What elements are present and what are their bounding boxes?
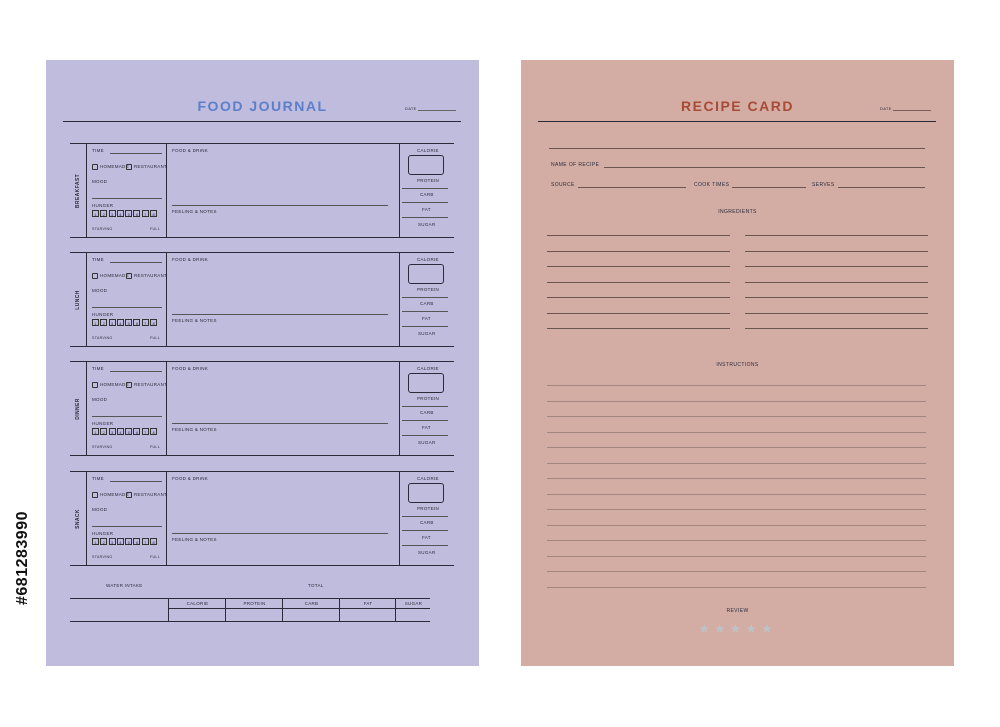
restaurant-option[interactable] [126,382,167,388]
food-journal-page [46,60,479,666]
instruction-line[interactable] [547,385,926,386]
total-col-header: SUGAR [404,601,423,606]
homemade-checkbox[interactable] [92,382,98,388]
restaurant-label: RESTAURANT [134,382,168,388]
fat-field[interactable] [402,217,448,218]
page-title: RECIPE CARD [681,98,794,114]
hunger-level-1[interactable]: 1 [92,428,99,435]
hunger-scale [92,319,158,326]
hunger-label: HUNGER [92,531,114,536]
food-drink-field[interactable] [172,533,388,534]
fat-label: FAT [422,207,431,212]
full-label: FULL [150,555,160,559]
date-label: DATE [405,106,417,111]
homemade-option[interactable] [92,492,129,498]
instruction-line[interactable] [547,401,926,402]
feeling-notes-label: FEELING & NOTES [172,427,217,432]
ingredient-line[interactable] [547,251,730,252]
ingredient-line[interactable] [745,235,928,236]
full-label: FULL [150,336,160,340]
mood-label: MOOD [92,179,108,184]
restaurant-checkbox[interactable] [126,382,132,388]
restaurant-option[interactable] [126,492,167,498]
food-drink-field[interactable] [172,314,388,315]
carb-label: CARB [420,192,434,197]
nutrition-column [399,472,454,565]
mood-label: MOOD [92,397,108,402]
hunger-scale [92,210,158,217]
hunger-level-1[interactable]: 1 [92,210,99,217]
mood-label: MOOD [92,288,108,293]
total-col-header: PROTEIN [243,601,266,606]
protein-field[interactable] [402,297,448,298]
hunger-level-4[interactable]: 4 [117,538,124,545]
time-label: TIME [92,366,104,371]
mood-field[interactable] [92,198,162,199]
fat-field[interactable] [402,435,448,436]
feeling-notes-label: FEELING & NOTES [172,209,217,214]
source-label: SOURCE [551,182,575,188]
recipe-top-line [549,148,925,149]
food-drink-label: FOOD & DRINK [172,366,209,371]
restaurant-checkbox[interactable] [126,164,132,170]
hunger-level-4[interactable]: 4 [117,428,124,435]
hunger-level-3[interactable]: 3 [109,428,116,435]
hunger-level-3[interactable]: 3 [109,319,116,326]
ingredient-line[interactable] [547,235,730,236]
food-notes-column [166,253,400,346]
restaurant-checkbox[interactable] [126,492,132,498]
restaurant-label: RESTAURANT [134,492,168,498]
total-col-header: FAT [363,601,373,606]
total-col-header: CARB [304,601,319,606]
starving-label: STARVING [92,227,113,231]
protein-field[interactable] [402,406,448,407]
homemade-option[interactable] [92,164,129,170]
protein-label: PROTEIN [417,287,440,292]
hunger-level-7[interactable]: 7 [142,538,149,545]
sugar-label: SUGAR [418,222,436,227]
total-carb[interactable] [282,599,340,621]
instruction-line[interactable] [547,556,926,557]
instruction-line[interactable] [547,540,926,541]
food-drink-label: FOOD & DRINK [172,257,209,262]
homemade-checkbox[interactable] [92,492,98,498]
calorie-label: CALORIE [417,366,439,371]
starving-label: STARVING [92,445,113,449]
homemade-option[interactable] [92,382,129,388]
cook-times-label: COOK TIMES [694,182,730,188]
meal-info-column [86,472,167,565]
ingredient-line[interactable] [547,266,730,267]
recipe-card-page [521,60,954,666]
fat-label: FAT [422,535,431,540]
meal-name: BREAKFAST [75,173,81,208]
ingredient-line[interactable] [745,251,928,252]
total-fat[interactable] [339,599,396,621]
hunger-label: HUNGER [92,312,114,317]
sugar-label: SUGAR [418,550,436,555]
ingredient-line[interactable] [745,328,928,329]
protein-label: PROTEIN [417,506,440,511]
instruction-line[interactable] [547,494,926,495]
nutrition-column [399,362,454,455]
homemade-label: HOMEMADE [100,273,129,279]
hunger-level-5[interactable]: 5 [125,538,132,545]
total-protein[interactable] [225,599,283,621]
meal-side-label [70,144,87,237]
time-label: TIME [92,148,104,153]
time-label: TIME [92,257,104,262]
hunger-level-2[interactable]: 2 [100,428,107,435]
instruction-line[interactable] [547,525,926,526]
time-field[interactable] [110,481,162,482]
food-drink-label: FOOD & DRINK [172,148,209,153]
date-line [418,110,456,111]
mood-field[interactable] [92,307,162,308]
instruction-line[interactable] [547,447,926,448]
ingredient-line[interactable] [745,297,928,298]
hunger-level-1[interactable]: 1 [92,538,99,545]
hunger-level-6[interactable]: 6 [133,428,140,435]
protein-label: PROTEIN [417,396,440,401]
homemade-label: HOMEMADE [100,492,129,498]
carb-label: CARB [420,301,434,306]
hunger-label: HUNGER [92,203,114,208]
hunger-level-2[interactable]: 2 [100,210,107,217]
meal-block-snack [70,471,454,566]
calorie-box[interactable] [408,155,444,175]
carb-label: CARB [420,520,434,525]
review-stars[interactable]: ★★★★★ [698,621,777,636]
hunger-level-8[interactable]: 8 [150,319,157,326]
meal-block-breakfast [70,143,454,238]
nutrition-column [399,144,454,237]
ingredient-line[interactable] [547,282,730,283]
hunger-level-4[interactable]: 4 [117,210,124,217]
hunger-level-6[interactable]: 6 [133,210,140,217]
sugar-label: SUGAR [418,440,436,445]
calorie-box[interactable] [408,264,444,284]
instruction-line[interactable] [547,571,926,572]
hunger-level-7[interactable]: 7 [142,210,149,217]
instruction-line[interactable] [547,587,926,588]
restaurant-checkbox[interactable] [126,273,132,279]
total-sugar[interactable] [395,599,431,621]
time-label: TIME [92,476,104,481]
nutrition-column [399,253,454,346]
food-drink-label: FOOD & DRINK [172,476,209,481]
header-divider [63,121,461,122]
instructions-heading: INSTRUCTIONS [716,362,759,368]
water-intake-label: WATER INTAKE [106,583,143,588]
food-notes-column [166,472,400,565]
cook-times-field[interactable] [732,187,806,188]
meal-info-column [86,253,167,346]
total-col-header: CALORIE [186,601,209,606]
meal-name: LUNCH [75,289,81,310]
calorie-box[interactable] [408,373,444,393]
meal-info-column [86,144,167,237]
hunger-level-1[interactable]: 1 [92,319,99,326]
full-label: FULL [150,227,160,231]
homemade-checkbox[interactable] [92,164,98,170]
meal-side-label [70,253,87,346]
mood-field[interactable] [92,416,162,417]
calorie-label: CALORIE [417,257,439,262]
protein-field[interactable] [402,188,448,189]
hunger-level-3[interactable]: 3 [109,538,116,545]
restaurant-label: RESTAURANT [134,164,168,170]
meal-side-label [70,472,87,565]
meal-side-label [70,362,87,455]
hunger-scale [92,538,158,545]
source-field[interactable] [578,187,686,188]
hunger-level-5[interactable]: 5 [125,210,132,217]
time-field[interactable] [110,262,162,263]
starving-label: STARVING [92,555,113,559]
calorie-label: CALORIE [417,476,439,481]
fat-field[interactable] [402,326,448,327]
instruction-line[interactable] [547,463,926,464]
protein-field[interactable] [402,516,448,517]
stock-id-label: #681283990 [14,510,31,605]
food-notes-column [166,144,400,237]
restaurant-option[interactable] [126,273,167,279]
homemade-option[interactable] [92,273,129,279]
total-label: TOTAL [308,583,324,588]
name-of-recipe-field[interactable] [604,167,925,168]
hunger-level-6[interactable]: 6 [133,319,140,326]
ingredient-line[interactable] [745,266,928,267]
carb-field[interactable] [402,202,448,203]
feeling-notes-label: FEELING & NOTES [172,537,217,542]
totals-table [168,598,430,622]
homemade-checkbox[interactable] [92,273,98,279]
hunger-level-7[interactable]: 7 [142,428,149,435]
meal-name: DINNER [75,397,81,420]
hunger-level-8[interactable]: 8 [150,428,157,435]
fat-label: FAT [422,425,431,430]
ingredient-line[interactable] [547,297,730,298]
feeling-notes-label: FEELING & NOTES [172,318,217,323]
carb-field[interactable] [402,530,448,531]
header-divider [538,121,936,122]
time-field[interactable] [110,153,162,154]
ingredient-line[interactable] [745,282,928,283]
hunger-level-5[interactable]: 5 [125,428,132,435]
full-label: FULL [150,445,160,449]
serves-field[interactable] [838,187,925,188]
meal-name: SNACK [75,508,81,529]
hunger-scale [92,428,158,435]
ingredients-heading: INGREDIENTS [718,209,757,215]
restaurant-label: RESTAURANT [134,273,168,279]
instruction-line[interactable] [547,432,926,433]
hunger-level-2[interactable]: 2 [100,319,107,326]
review-heading: REVIEW [726,608,749,614]
instruction-line[interactable] [547,509,926,510]
starving-label: STARVING [92,336,113,340]
food-notes-column [166,362,400,455]
page-title: FOOD JOURNAL [197,98,328,114]
fat-label: FAT [422,316,431,321]
homemade-label: HOMEMADE [100,164,129,170]
hunger-level-6[interactable]: 6 [133,538,140,545]
total-calorie[interactable] [168,599,226,621]
fat-field[interactable] [402,545,448,546]
food-drink-field[interactable] [172,205,388,206]
restaurant-option[interactable] [126,164,167,170]
calorie-label: CALORIE [417,148,439,153]
hunger-label: HUNGER [92,421,114,426]
ingredient-line[interactable] [547,313,730,314]
serves-label: SERVES [812,182,835,188]
carb-field[interactable] [402,311,448,312]
meal-block-lunch [70,252,454,347]
ingredient-line[interactable] [547,328,730,329]
meal-block-dinner [70,361,454,456]
hunger-level-4[interactable]: 4 [117,319,124,326]
hunger-level-5[interactable]: 5 [125,319,132,326]
hunger-level-8[interactable]: 8 [150,538,157,545]
carb-field[interactable] [402,420,448,421]
calorie-box[interactable] [408,483,444,503]
mood-label: MOOD [92,507,108,512]
homemade-label: HOMEMADE [100,382,129,388]
hunger-level-7[interactable]: 7 [142,319,149,326]
carb-label: CARB [420,410,434,415]
protein-label: PROTEIN [417,178,440,183]
sugar-label: SUGAR [418,331,436,336]
food-drink-field[interactable] [172,423,388,424]
hunger-level-2[interactable]: 2 [100,538,107,545]
date-label: DATE [880,106,892,111]
instruction-line[interactable] [547,416,926,417]
mood-field[interactable] [92,526,162,527]
instruction-line[interactable] [547,478,926,479]
hunger-level-8[interactable]: 8 [150,210,157,217]
meal-info-column [86,362,167,455]
water-intake-tracker[interactable] [70,598,168,622]
ingredient-line[interactable] [745,313,928,314]
date-line [893,110,931,111]
hunger-level-3[interactable]: 3 [109,210,116,217]
name-of-recipe-label: NAME OF RECIPE [551,162,600,168]
time-field[interactable] [110,371,162,372]
